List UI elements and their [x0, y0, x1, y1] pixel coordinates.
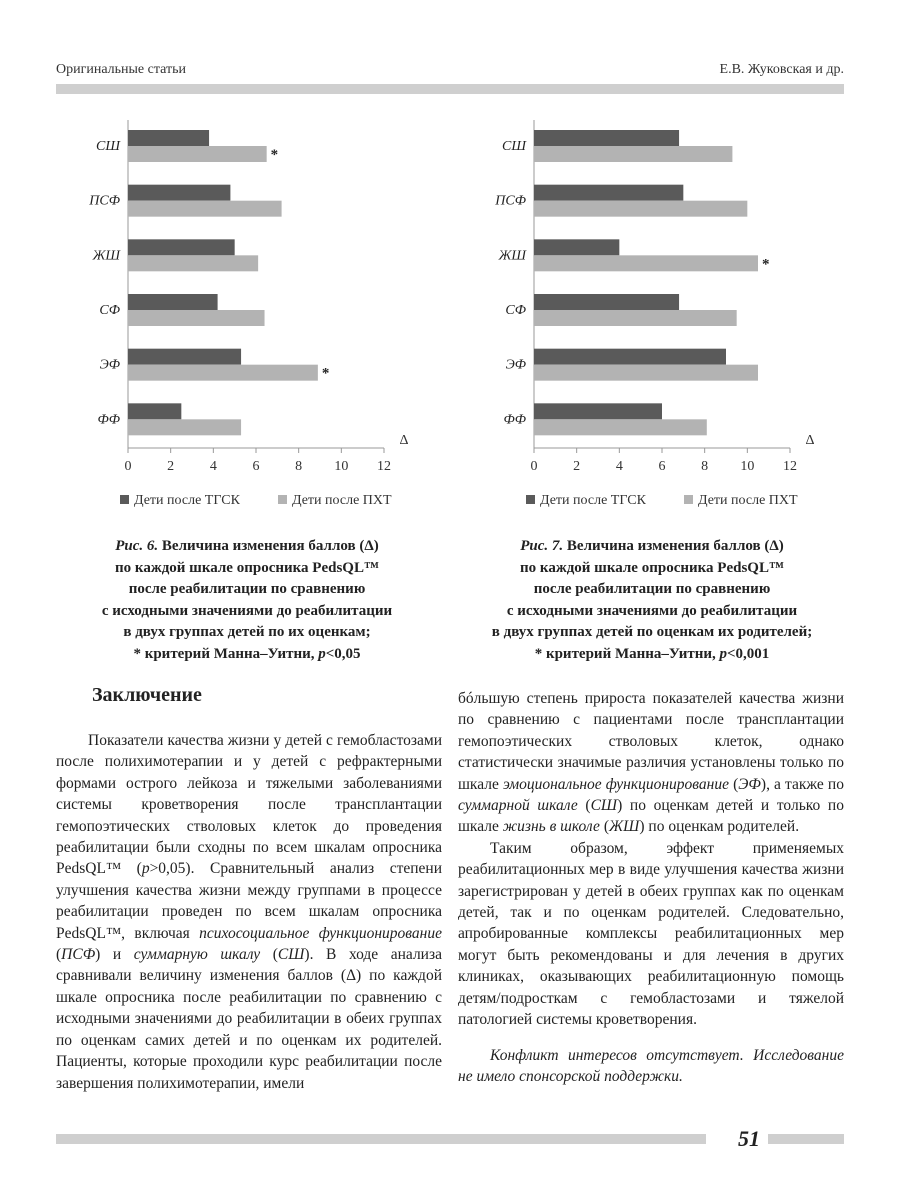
- bar: [128, 365, 318, 381]
- footer-rule-end: [768, 1134, 844, 1144]
- legend-swatch: [278, 495, 287, 504]
- figure-6-caption: [47, 536, 447, 665]
- text-run: бóльшую степень прироста показателей качества жизни по сравнению с пациентами после трансплантации гемопоэтических стволовых клеток, однако статистически значимые различия установлены только по шкале: [458, 690, 844, 793]
- bar: [534, 185, 683, 201]
- paragraph: Таким образом, эффект применяемых реабилитационных мер в виде улучшения качества жизни зарегистрирован у детей в обеих группах как по оценкам детей, так и по оценкам родителей. Следовательно, апробированные комплексы реабилитационных мер могут быть рекомендованы и для лечения в других клиниках, оказывающих реабилитационную помощь детям/подросткам с гемобластозами и тяжелой патологией системы кроветворения.: [458, 839, 844, 1029]
- text-run: ) и: [95, 946, 134, 964]
- text-run: эмоциональное функционирование: [502, 775, 729, 793]
- text-run: (: [260, 946, 278, 964]
- text-run: ) по оценкам родителей.: [639, 818, 800, 836]
- caption-line: Величина изменения баллов (Δ): [161, 538, 379, 554]
- x-tick-label: 12: [377, 459, 391, 474]
- bar: [534, 130, 679, 146]
- text-run: жизнь в школе: [502, 818, 600, 836]
- category-label: ПСФ: [495, 193, 526, 209]
- x-tick-label: 0: [530, 459, 538, 474]
- bar: [534, 201, 747, 217]
- x-tick-label: 2: [167, 459, 175, 474]
- figure-6-label: Рис. 6.: [115, 538, 159, 554]
- running-head-authors: Е.В. Жуковская и др.: [719, 62, 844, 77]
- bar: [128, 294, 218, 310]
- left-text-column: [56, 730, 442, 1094]
- bar: [128, 146, 267, 162]
- x-tick-label: 12: [783, 459, 797, 474]
- text-run: (: [577, 797, 591, 815]
- bar: [128, 403, 181, 419]
- conflict-of-interest: Конфликт интересов отсутствует. Исследование не имело спонсорской поддержки.: [458, 1046, 844, 1085]
- x-tick-label: 4: [615, 459, 623, 474]
- text-run: ЭФ: [738, 775, 761, 793]
- paragraph: [458, 688, 844, 838]
- legend-swatch: [684, 495, 693, 504]
- x-tick-label: 6: [252, 459, 260, 474]
- figure-7-label: Рис. 7.: [520, 538, 564, 554]
- bar: [534, 294, 679, 310]
- category-label: ФФ: [97, 412, 120, 428]
- text-run: (: [729, 775, 739, 793]
- text-run: суммарную шкалу: [133, 946, 261, 964]
- running-head-section: Оригинальные статьи: [56, 62, 186, 77]
- caption-note: * критерий Манна–Уитни,: [133, 645, 319, 662]
- text-run: ). В ходе анализа сравнивали величину изменения баллов (Δ) по каждой шкале опросника после реабилитации по сравнению с исходными значениями до реабилитации в обеих группах по оценкам самих детей и по оценкам их родителей. Пациенты, которые проходили курс реабилитации после завершения полихимотерапии, имели: [56, 946, 442, 1092]
- bar: [534, 365, 758, 381]
- text-run: >0,05). Сравнительный анализ степени улучшения качества жизни между группами в процессе реабилитации проведен по всем шкалам опросника PedsQL™, включая: [56, 860, 442, 942]
- text-run: р: [141, 860, 150, 878]
- text-run: СШ: [277, 946, 305, 964]
- legend-swatch: [526, 495, 535, 504]
- bar: [128, 349, 241, 365]
- text-run: (: [56, 946, 62, 964]
- caption-note: * критерий Манна–Уитни,: [534, 645, 720, 662]
- category-label: ПСФ: [89, 193, 120, 209]
- caption-line: по каждой шкале опросника PedsQL™: [115, 559, 379, 576]
- category-label: ЖШ: [498, 248, 526, 264]
- figure-6-chart: [78, 120, 438, 520]
- p-symbol: p: [719, 645, 727, 662]
- text-run: (: [599, 818, 609, 836]
- right-text-column: [458, 688, 844, 1087]
- text-run: СШ: [590, 797, 618, 815]
- caption-line: по каждой шкале опросника PedsQL™: [520, 559, 784, 576]
- category-label: СФ: [99, 303, 120, 318]
- bar: [128, 255, 258, 271]
- x-tick-label: 4: [209, 459, 217, 474]
- legend-label: Дети после ТГСК: [540, 493, 646, 508]
- caption-line: в двух группах детей по их оценкам;: [123, 624, 371, 640]
- x-tick-label: 6: [658, 459, 666, 474]
- legend-label: Дети после ПХТ: [292, 493, 392, 508]
- bar: [534, 146, 732, 162]
- category-label: ЭФ: [505, 357, 526, 373]
- bar: [128, 201, 282, 217]
- figure-7-caption: [452, 536, 852, 665]
- bar: [128, 130, 209, 146]
- significance-marker: *: [270, 147, 279, 163]
- p-threshold: <0,05: [325, 645, 361, 662]
- x-tick-label: 10: [740, 459, 755, 474]
- text-run: суммарной шкале: [458, 797, 578, 815]
- bar: [534, 403, 662, 419]
- legend-label: Дети после ПХТ: [698, 493, 798, 508]
- x-tick-label: 2: [573, 459, 581, 474]
- bar: [534, 419, 707, 435]
- bar: [534, 239, 619, 255]
- x-axis-label: Δ: [399, 433, 409, 448]
- legend-label: Дети после ТГСК: [134, 493, 240, 508]
- header-rule: [56, 84, 844, 94]
- bar: [534, 310, 737, 326]
- x-tick-label: 0: [124, 459, 132, 474]
- x-axis-label: Δ: [805, 433, 815, 448]
- category-label: ЭФ: [99, 357, 120, 373]
- p-symbol: p: [318, 645, 326, 662]
- bar: [534, 349, 726, 365]
- text-run: ) по оценкам детей и только по шкале: [458, 797, 844, 836]
- legend-swatch: [120, 495, 129, 504]
- category-label: СФ: [505, 303, 526, 318]
- caption-line: после реабилитации по сравнению: [533, 581, 771, 597]
- paragraph: [56, 730, 442, 1094]
- bar: [128, 419, 241, 435]
- caption-line: после реабилитации по сравнению: [128, 581, 366, 597]
- category-label: СШ: [96, 139, 120, 154]
- x-tick-label: 8: [701, 459, 709, 474]
- category-label: ЖШ: [92, 248, 120, 264]
- p-threshold: <0,001: [727, 645, 770, 662]
- category-label: ФФ: [503, 412, 526, 428]
- page-number: 51: [738, 1126, 760, 1151]
- text-run: Показатели качества жизни у детей с гемобластозами после полихимотерапии и у детей с рефрактерными формами острого лейкоза и тяжелыми заболеваниями системы кроветворения после трансплантации гемопоэтических стволовых клеток до проведения реабилитации были сходны по всем шкалам опросника PedsQL™ (: [56, 732, 442, 878]
- text-run: ЖШ: [608, 818, 640, 836]
- bar: [128, 185, 230, 201]
- text-run: ПСФ: [61, 946, 96, 964]
- x-tick-label: 10: [334, 459, 349, 474]
- bar: [534, 255, 758, 271]
- figure-7-chart: [484, 120, 844, 520]
- bar: [128, 239, 235, 255]
- section-title: Заключение: [92, 684, 202, 706]
- category-label: СШ: [502, 139, 526, 154]
- text-run: психосоциальное функционирование: [199, 924, 442, 942]
- footer-rule: [56, 1134, 706, 1144]
- x-tick-label: 8: [295, 459, 303, 474]
- significance-marker: *: [762, 256, 770, 273]
- text-run: ), а также по: [760, 775, 844, 793]
- bar: [128, 310, 265, 326]
- caption-line: с исходными значениями до реабилитации: [101, 602, 393, 619]
- significance-marker: *: [321, 365, 330, 382]
- caption-line: Величина изменения баллов (Δ): [566, 538, 784, 554]
- caption-line: с исходными значениями до реабилитации: [506, 602, 798, 619]
- caption-line: в двух группах детей по оценкам их родителей;: [491, 624, 813, 640]
